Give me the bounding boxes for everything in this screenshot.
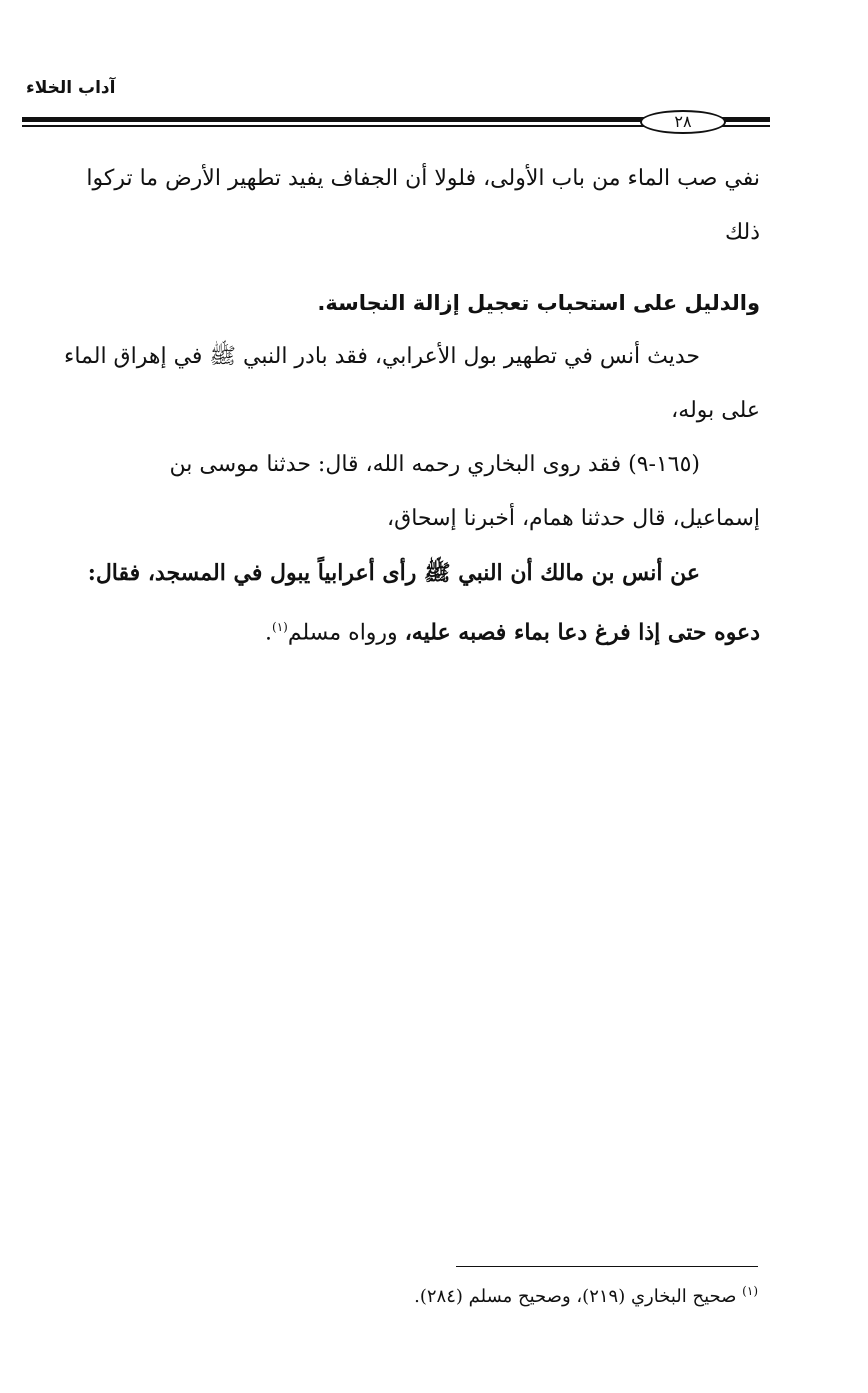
section-heading: والدليل على استحباب تعجيل إزالة النجاسة. (317, 291, 760, 315)
footnote-separator (456, 1266, 758, 1267)
footnote-ref: (١) (272, 620, 288, 634)
narration-note: ورواه مسلم (287, 620, 405, 646)
paragraph-1-line-2: ذلك (724, 220, 760, 245)
paragraph-1-line-1: نفي صب الماء من باب الأولى، فلولا أن الجفاف يفيد تطهير الأرض ما تركوا (86, 166, 760, 191)
body-text (44, 152, 760, 660)
paragraph-3-line-1: (١٦٥-٩) فقد روى البخاري رحمه الله، قال: حدثنا موسى بن (169, 452, 700, 477)
footnote-text: صحيح البخاري (٢١٩)، وصحيح مسلم (٢٨٤). (414, 1286, 743, 1307)
paragraph-3-line-2: إسماعيل، قال حدثنا همام، أخبرنا إسحاق، (387, 506, 760, 531)
header-rule (22, 106, 770, 131)
paragraph-4-line-2 (44, 600, 760, 660)
running-title: آداب الخلاء (26, 78, 116, 98)
paragraph-2-line-2: على بوله، (671, 398, 760, 423)
paragraph-2-line-1: حديث أنس في تطهير بول الأعرابي، فقد بادر النبي ﷺ في إهراق الماء (63, 344, 700, 369)
paragraph-4-line-1: عن أنس بن مالك أن النبي ﷺ رأى أعرابياً يبول في المسجد، فقال: (87, 560, 700, 586)
footnote-marker: (١) (742, 1284, 758, 1298)
footnote (414, 1284, 758, 1307)
hadith-text: دعوه حتى إذا فرغ دعا بماء فصبه عليه، (404, 619, 760, 646)
page-number: ٢٨ (640, 110, 726, 134)
sentence-end: . (265, 620, 273, 646)
